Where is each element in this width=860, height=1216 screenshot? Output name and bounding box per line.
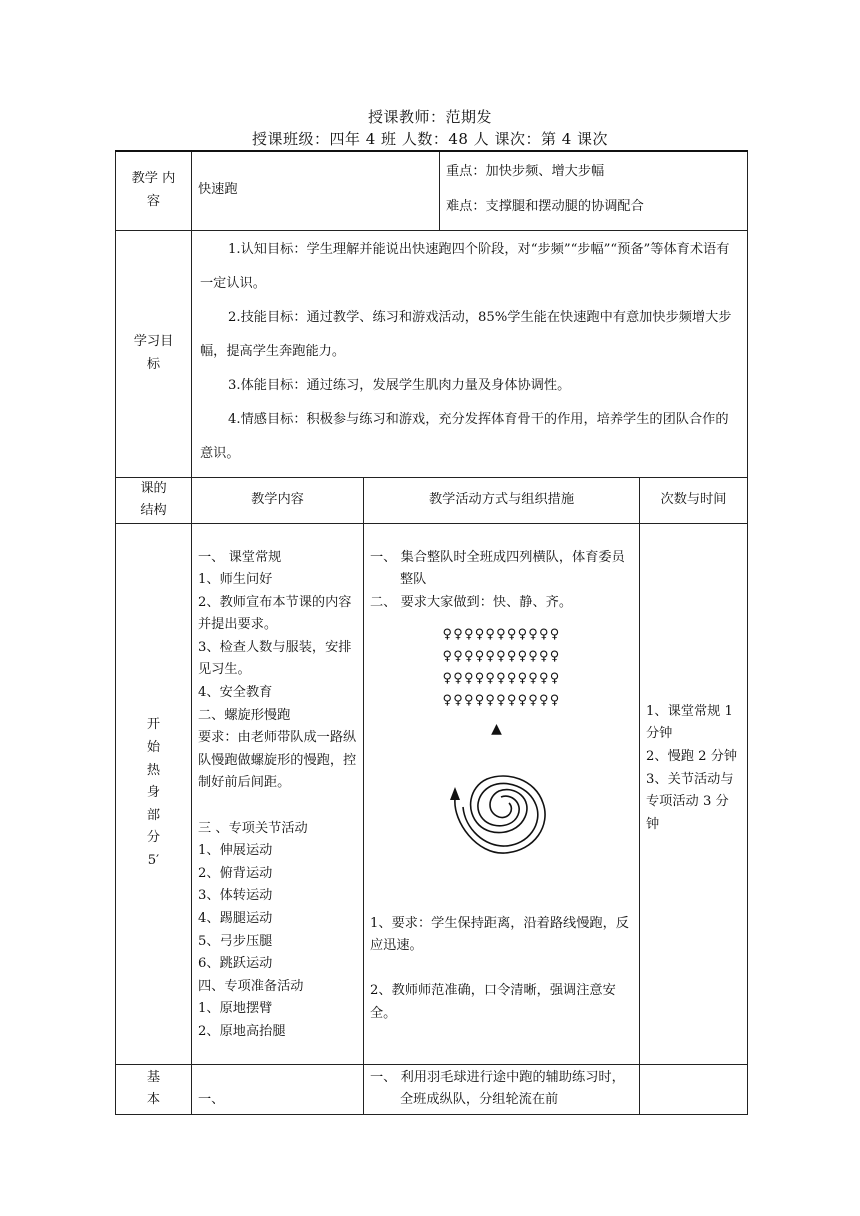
method-item: 一、 集合整队时全班成四列横队，体育委员整队 bbox=[370, 549, 625, 588]
time-header-cell bbox=[640, 477, 748, 523]
content-item: 2、原地高抬腿 bbox=[198, 1023, 286, 1039]
structure-header-cell bbox=[116, 477, 192, 523]
time-header: 次数与时间 bbox=[660, 491, 727, 507]
method-header: 教学活动方式与组织措施 bbox=[428, 491, 575, 507]
content-spacer bbox=[198, 795, 357, 818]
goals-label: 学习目标 bbox=[133, 333, 174, 372]
teacher-line: 授课教师：范期发 bbox=[367, 108, 492, 126]
structure-header: 课的结构 bbox=[140, 481, 167, 518]
difficulty-point: 难点：支撑腿和摆动腿的协调配合 bbox=[446, 198, 644, 214]
content-item: 1、伸展运动 bbox=[198, 843, 273, 859]
warmup-label-cell bbox=[116, 523, 192, 1064]
warmup-content-cell bbox=[192, 523, 364, 1064]
lesson-plan-table bbox=[115, 150, 748, 1115]
formation-row: ♀♀♀♀♀♀♀♀♀♀♀ bbox=[442, 627, 561, 643]
formation-row: ♀♀♀♀♀♀♀♀♀♀♀ bbox=[442, 671, 561, 687]
content-item: 3、检查人数与服装，安排见习生。 bbox=[198, 639, 352, 678]
content-label: 教学 内容 bbox=[131, 171, 176, 209]
warmup-time-cell bbox=[640, 523, 748, 1064]
basic-label-cell bbox=[116, 1064, 192, 1114]
content-item: 二、螺旋形慢跑 bbox=[198, 707, 291, 723]
basic-content-cell bbox=[192, 1064, 364, 1114]
goals-cell bbox=[192, 230, 748, 477]
content-item: 一、 课堂常规 bbox=[198, 549, 282, 565]
content-label-cell bbox=[116, 151, 192, 230]
content-item: 5、弓步压腿 bbox=[198, 933, 273, 949]
content-item: 2、教师宣布本节课的内容并提出要求。 bbox=[198, 594, 352, 633]
formation-row: ♀♀♀♀♀♀♀♀♀♀♀ bbox=[442, 649, 561, 665]
lesson-topic-cell bbox=[192, 151, 440, 230]
time-item: 1、课堂常规 1 分钟 bbox=[646, 703, 733, 742]
class-info-line: 授课班级：四年 4 班 人数：48 人 课次：第 4 课次 bbox=[251, 130, 609, 148]
content-item: 1、原地摆臂 bbox=[198, 1001, 273, 1017]
method-item: 二、 要求大家做到：快、静、齐。 bbox=[370, 594, 573, 610]
goal-emotional: 4.情感目标：积极参与练习和游戏，充分发挥体育骨干的作用，培养学生的团队合作的意识。 bbox=[200, 411, 729, 461]
time-item: 3、关节活动与专项活动 3 分钟 bbox=[646, 771, 734, 832]
basic-content-start: 一、 bbox=[198, 1091, 225, 1107]
formation-row: ♀♀♀♀♀♀♀♀♀♀♀ bbox=[442, 693, 561, 709]
method-note: 1、要求：学生保持距离，沿着路线慢跑，反应迅速。 bbox=[370, 915, 629, 954]
goal-cognitive: 1.认知目标：学生理解并能说出快速跑四个阶段，对“步频”“步幅”“预备”等体育术语有一定认识。 bbox=[200, 241, 730, 291]
content-item: 2、俯背运动 bbox=[198, 865, 273, 881]
teacher-marker-icon: ▲ bbox=[491, 721, 502, 738]
method-header-cell bbox=[364, 477, 640, 523]
method-note: 2、教师师范准确，口令清晰，强调注意安全。 bbox=[370, 983, 616, 1021]
basic-time-cell bbox=[640, 1064, 748, 1114]
content-header-cell bbox=[192, 477, 364, 523]
goal-skill: 2.技能目标：通过教学、练习和游戏活动，85%学生能在快速跑中有意加快步频增大步幅，提高学生奔跑能力。 bbox=[200, 309, 732, 359]
goal-fitness: 3.体能目标：通过练习，发展学生肌肉力量及身体协调性。 bbox=[228, 377, 571, 393]
content-item: 4、安全教育 bbox=[198, 685, 273, 701]
key-point: 重点：加快步频、增大步幅 bbox=[446, 164, 605, 179]
key-points-cell bbox=[440, 151, 748, 230]
content-item: 要求：由老师带队成一路纵队慢跑做螺旋形的慢跑，控制好前后间距。 bbox=[198, 730, 357, 791]
content-header: 教学内容 bbox=[251, 491, 304, 507]
content-item: 四、专项准备活动 bbox=[198, 978, 304, 994]
basic-label: 基 本 bbox=[146, 1069, 161, 1108]
warmup-method-cell bbox=[364, 523, 640, 1064]
content-item: 6、跳跃运动 bbox=[198, 956, 273, 972]
basic-method-start: 一、 利用羽毛球进行途中跑的辅助练习时，全班成纵队，分组轮流在前 bbox=[370, 1069, 625, 1108]
lesson-topic: 快速跑 bbox=[198, 182, 238, 198]
content-item: 三 、专项关节活动 bbox=[198, 820, 308, 836]
goals-label-cell bbox=[116, 230, 192, 477]
content-item: 1、师生问好 bbox=[198, 572, 273, 588]
spiral-route-icon bbox=[447, 767, 557, 867]
content-item: 3、体转运动 bbox=[198, 888, 273, 904]
basic-method-cell bbox=[364, 1064, 640, 1114]
content-item: 4、踢腿运动 bbox=[198, 911, 273, 926]
formation-diagram bbox=[370, 624, 633, 741]
warmup-label: 开 始 热 身 部 分 5′ bbox=[146, 717, 161, 868]
time-item: 2、慢跑 2 分钟 bbox=[646, 748, 738, 764]
